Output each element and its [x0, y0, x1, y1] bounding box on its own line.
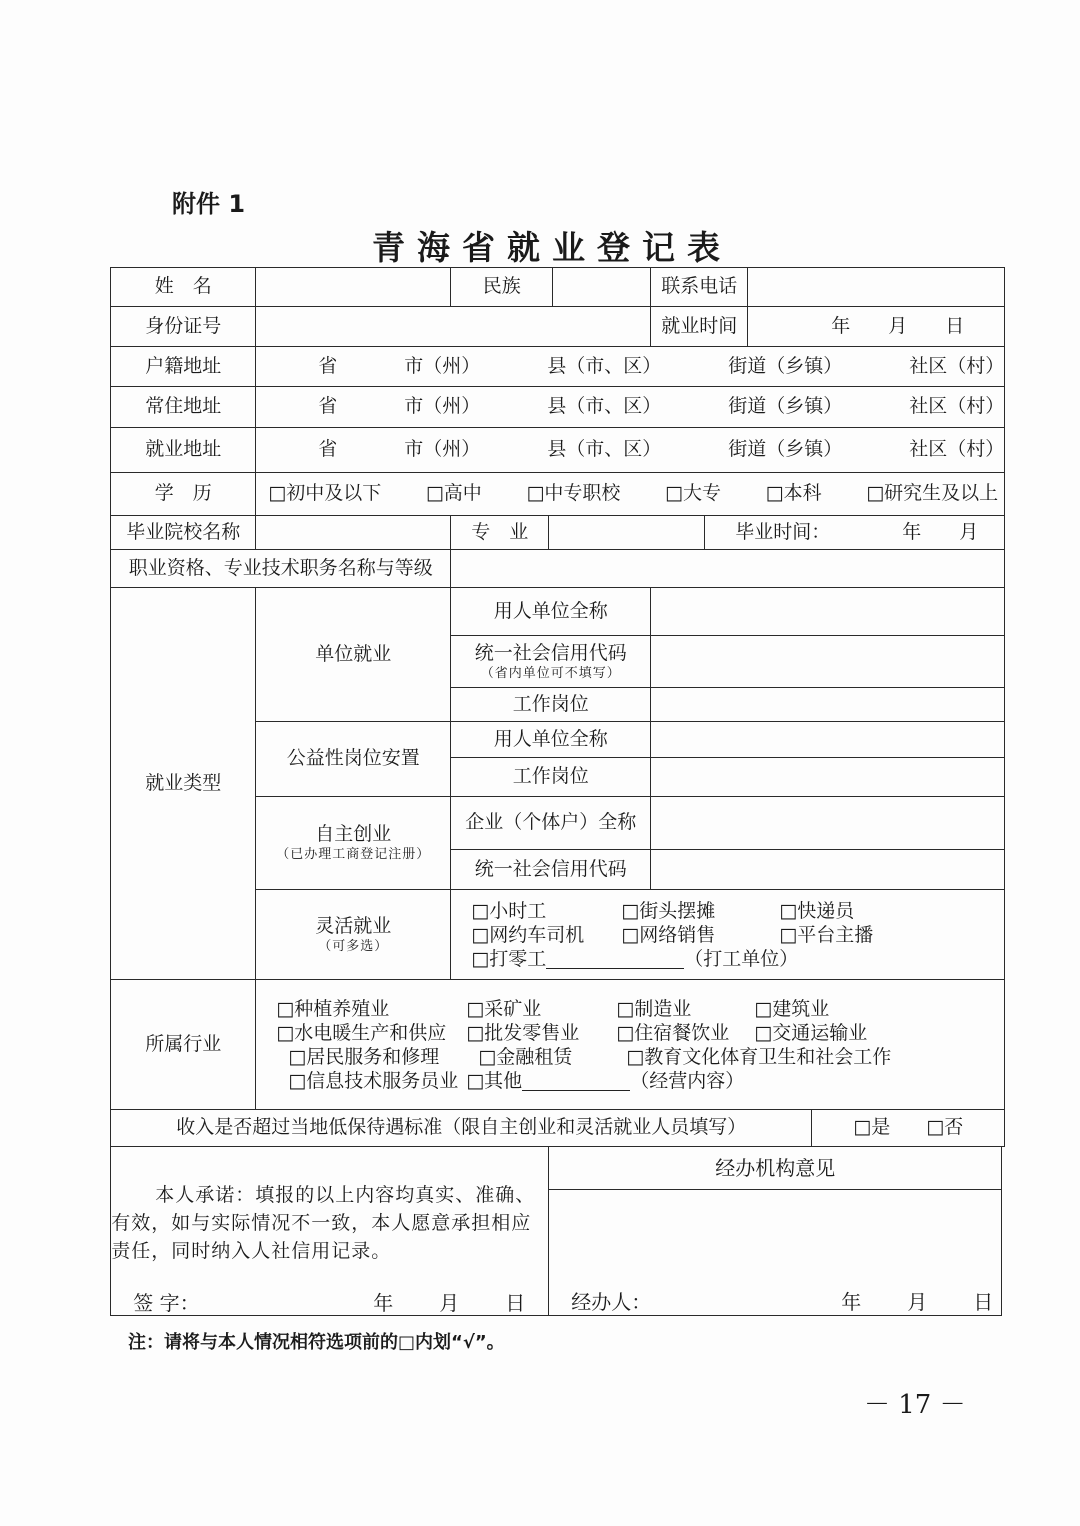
graduation-time-label: 毕业时间： [735, 520, 831, 543]
major-label: 专 业 [450, 515, 549, 550]
industry-option[interactable]: □ 其他 [466, 1070, 522, 1094]
county-label: 县（市、区） [547, 354, 662, 377]
flexible-option[interactable]: □ 平台主播 [779, 924, 873, 948]
industry-option[interactable]: □ 教育文化体育卫生和社会工作 [626, 1046, 891, 1070]
unit-credit-code-label [450, 635, 651, 688]
month-label: 月 [959, 520, 979, 543]
agency-opinion-field[interactable] [548, 1189, 1002, 1316]
residence-address-field[interactable] [255, 386, 1005, 428]
household-address-label: 户籍地址 [110, 346, 256, 387]
community-label: 社区（村） [909, 354, 1005, 377]
work-unit-suffix: （打工单位） [684, 947, 799, 970]
public-welfare-label: 公益性岗位安置 [255, 721, 451, 797]
enterprise-credit-code-field[interactable] [650, 849, 1005, 890]
employment-time-field[interactable] [747, 306, 1005, 347]
residence-address-label: 常住地址 [110, 386, 256, 428]
income-question: 收入是否超过当地低保待遇标准（限自主创业和灵活就业人员填写） [110, 1109, 812, 1147]
province-label: 省 [318, 354, 338, 377]
year-label: 年 [831, 314, 851, 337]
education-option[interactable]: □ 大专 [665, 482, 721, 506]
school-label: 毕业院校名称 [110, 515, 256, 550]
month-label: 月 [907, 1290, 928, 1315]
unit-name-field[interactable] [650, 587, 1005, 636]
self-employed-text: 自主创业 [315, 823, 392, 846]
year-label: 年 [841, 1290, 862, 1315]
community-label: 社区（村） [909, 438, 1005, 461]
street-label: 街道（乡镇） [728, 438, 843, 461]
attachment-label: 附件 1 [172, 190, 246, 218]
enterprise-name-field[interactable] [650, 796, 1005, 850]
industry-option[interactable]: □ 建筑业 [754, 998, 829, 1022]
flexible-option[interactable]: □ 网络销售 [621, 924, 779, 948]
industry-option[interactable]: □ 居民服务和修理 [288, 1046, 478, 1070]
phone-label: 联系电话 [650, 267, 748, 307]
industry-label: 所属行业 [110, 979, 256, 1110]
industry-suffix: （经营内容） [630, 1069, 745, 1092]
employment-time-label: 就业时间 [650, 306, 748, 347]
handler-label: 经办人： [571, 1290, 652, 1315]
pw-position-label: 工作岗位 [450, 757, 651, 797]
industry-option[interactable]: □ 种植养殖业 [276, 998, 466, 1022]
form-title: 青海省就业登记表 [372, 228, 732, 267]
credit-code-note: （省内单位可不填写） [480, 665, 621, 681]
industry-option[interactable]: □ 金融租赁 [478, 1046, 626, 1070]
agency-opinion-label: 经办机构意见 [548, 1146, 1002, 1190]
day-label: 日 [505, 1291, 526, 1316]
county-label: 县（市、区） [547, 395, 662, 418]
name-label: 姓 名 [110, 267, 256, 307]
handler-date [841, 1290, 993, 1315]
flexible-option[interactable]: □ 小时工 [471, 900, 621, 924]
pw-unit-name-label: 用人单位全称 [450, 721, 651, 758]
community-label: 社区（村） [909, 395, 1005, 418]
employment-type-label: 就业类型 [110, 587, 256, 980]
unit-position-field[interactable] [650, 687, 1005, 722]
street-label: 街道（乡镇） [728, 395, 843, 418]
self-employed-note: （已办理工商登记注册） [276, 847, 431, 862]
phone-field[interactable] [747, 267, 1005, 307]
unit-position-label: 工作岗位 [450, 687, 651, 722]
flexible-option[interactable]: □ 快递员 [779, 900, 854, 924]
city-label: 市（州） [404, 395, 481, 418]
day-label: 日 [945, 314, 965, 337]
county-label: 县（市、区） [547, 438, 662, 461]
pledge-text: 本人承诺：填报的以上内容均真实、准确、有效，如与实际情况不一致，本人愿意承担相应责任，同时纳入人社信用记录。 [111, 1184, 536, 1263]
flexible-option[interactable]: □ 打零工 [471, 948, 546, 972]
unit-employment-label: 单位就业 [255, 587, 451, 722]
qualification-label: 职业资格、专业技术职务名称与等级 [110, 549, 451, 588]
signature-date[interactable] [373, 1291, 525, 1316]
flexible-employment-label [255, 889, 451, 980]
other-blank[interactable] [522, 1070, 630, 1091]
year-label: 年 [373, 1291, 394, 1316]
flexible-note: （可多选） [318, 938, 389, 954]
id-number-label: 身份证号 [110, 306, 256, 347]
pw-position-field[interactable] [650, 757, 1005, 797]
credit-code-text: 统一社会信用代码 [474, 641, 627, 664]
household-address-field[interactable] [255, 346, 1005, 387]
education-options [255, 472, 1005, 516]
day-label: 日 [973, 1290, 994, 1315]
ethnicity-label: 民族 [450, 267, 553, 307]
self-employed-label [255, 796, 451, 890]
work-address-label: 就业地址 [110, 427, 256, 473]
flexible-options [450, 889, 1005, 980]
flexible-text: 灵活就业 [315, 914, 392, 937]
month-label: 月 [439, 1291, 460, 1316]
no-checkbox[interactable]: □ 否 [926, 1116, 963, 1140]
province-label: 省 [318, 438, 338, 461]
year-label: 年 [902, 520, 922, 543]
industry-option[interactable]: □ 信息技术服务员业 [288, 1070, 458, 1094]
pledge-section [110, 1146, 549, 1316]
ethnicity-field[interactable] [552, 267, 651, 307]
industry-options [255, 979, 1005, 1110]
month-label: 月 [888, 314, 908, 337]
education-option[interactable]: □ 本科 [766, 482, 822, 506]
pw-unit-name-field[interactable] [650, 721, 1005, 758]
work-address-field[interactable] [255, 427, 1005, 473]
work-unit-blank[interactable] [546, 948, 684, 969]
school-field[interactable] [255, 515, 451, 550]
education-label: 学 历 [110, 472, 256, 516]
page-number: － 17 － [864, 1390, 966, 1420]
enterprise-credit-code-label: 统一社会信用代码 [450, 849, 651, 890]
unit-name-label: 用人单位全称 [450, 587, 651, 636]
industry-option[interactable]: □ 采矿业 [466, 998, 616, 1022]
id-number-field[interactable] [255, 306, 651, 347]
unit-credit-code-field[interactable] [650, 635, 1005, 688]
industry-option[interactable]: □ 制造业 [616, 998, 754, 1022]
education-option[interactable]: □ 研究生及以上 [866, 482, 998, 506]
flexible-option[interactable]: □ 网约车司机 [471, 924, 621, 948]
name-field[interactable] [255, 267, 451, 307]
province-label: 省 [318, 395, 338, 418]
enterprise-name-label: 企业（个体户）全称 [450, 796, 651, 850]
footnote: 注：请将与本人情况相符选项前的□内划“√”。 [128, 1332, 505, 1353]
education-option[interactable]: □ 初中及以下 [268, 482, 381, 506]
industry-option[interactable]: □ 水电暖生产和供应 [276, 1022, 466, 1046]
education-option[interactable]: □ 高中 [426, 482, 482, 506]
flexible-option[interactable]: □ 街头摆摊 [621, 900, 779, 924]
signature-label: 签 字： [133, 1291, 200, 1316]
street-label: 街道（乡镇） [728, 354, 843, 377]
qualification-field[interactable] [450, 549, 1005, 588]
income-answer [811, 1109, 1005, 1147]
industry-option[interactable]: □ 住宿餐饮业 [616, 1022, 754, 1046]
city-label: 市（州） [404, 438, 481, 461]
education-option[interactable]: □ 中专职校 [526, 482, 620, 506]
city-label: 市（州） [404, 354, 481, 377]
yes-checkbox[interactable]: □ 是 [853, 1116, 890, 1140]
industry-option[interactable]: □ 批发零售业 [466, 1022, 616, 1046]
major-field[interactable] [548, 515, 705, 550]
graduation-time-field[interactable] [704, 515, 1005, 550]
industry-option[interactable]: □ 交通运输业 [754, 1022, 867, 1046]
